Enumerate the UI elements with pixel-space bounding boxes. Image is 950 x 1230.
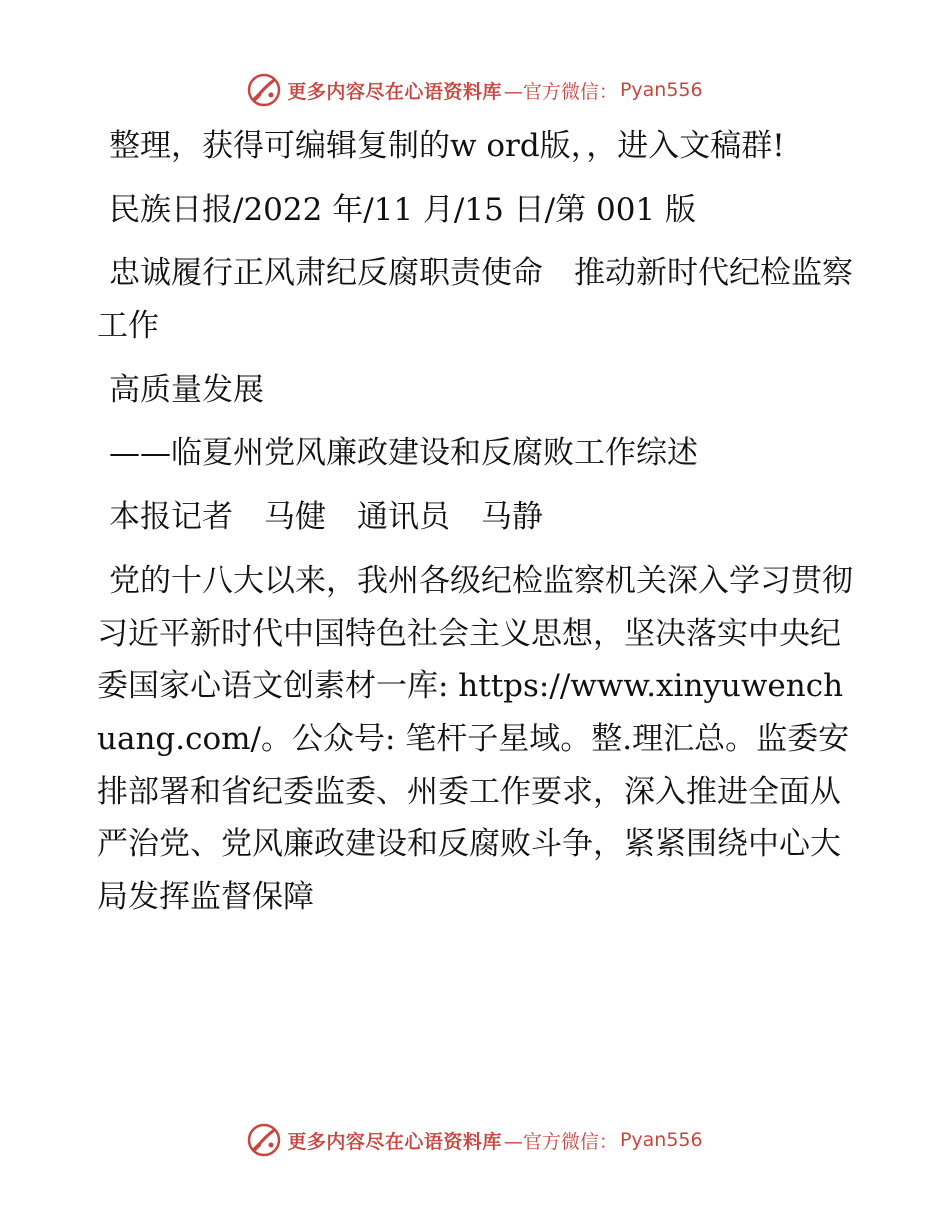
brush-pen-logo-icon [247,73,281,107]
publication-line: 民族日报/2022 年/11 月/15 日/第 001 版 [109,191,697,228]
banner-separator-text: —官方微信： [503,80,618,103]
byline: 本报记者 马健 通讯员 马静 [109,499,543,536]
footer-watermark-banner [0,1120,950,1160]
article-subtitle: ——临夏州党风廉政建设和反腐败工作综述 [109,435,698,472]
banner-brand-text: 更多内容尽在心语资料库 [287,1130,502,1153]
document-body [97,120,857,935]
banner-wechat-id: Pyan556 [619,79,703,101]
header-watermark-banner [0,70,950,110]
banner-brand-text: 更多内容尽在心语资料库 [287,80,502,103]
article-title-continuation: 高质量发展 [109,371,264,408]
banner-separator-text: —官方微信： [503,1130,618,1153]
body-paragraph: 党的十八大以来，我州各级纪检监察机关深入学习贯彻习近平新时代中国特色社会主义思想，坚决落实中央纪委国家心语文创素材一库: https://www.xinyuwenchuang.com/。公众号: 笔杆子星域。整.理汇总。监委安排部署和省纪委监委、州委工作要求，深入推进全面从严治党、党风廉政建设和反腐败斗争，紧紧围绕中心大局发挥监督保障 [97,562,853,915]
article-title: 忠诚履行正风肃纪反腐职责使命 推动新时代纪检监察工作 [97,255,853,345]
banner-wechat-id: Pyan556 [619,1129,703,1151]
intro-paragraph: 整理，获得可编辑复制的w ord版，，进入文稿群! [109,128,785,164]
brush-pen-logo-icon [247,1123,281,1157]
